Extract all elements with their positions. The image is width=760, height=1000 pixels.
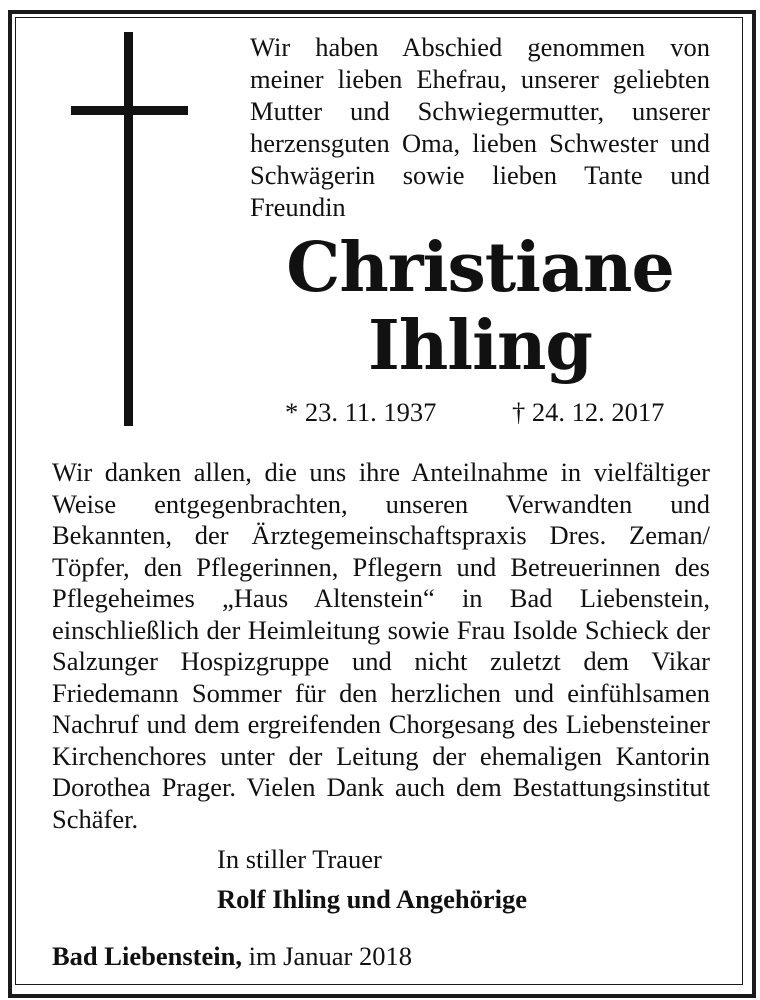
place-city: Bad Liebenstein, xyxy=(52,941,242,971)
place-date-line xyxy=(52,940,412,972)
deceased-last-name: Ihling xyxy=(368,306,592,386)
place-date: im Januar 2018 xyxy=(241,941,412,971)
death-date: † 24. 12. 2017 xyxy=(512,397,665,427)
intro-text: Wir haben Abschied genommen von meiner lieben Ehefrau, unserer geliebten Mutter und Schwiegermutter, unserer herzensguten Oma, lieben Schwester und Schwägerin sowie lieben Tante und Freundin xyxy=(250,32,710,222)
birth-date: * 23. 11. 1937 xyxy=(285,397,437,427)
deceased-first-name: Christiane xyxy=(286,228,674,308)
cross-horizontal-bar xyxy=(71,106,188,115)
mourning-line: In stiller Trauer xyxy=(217,844,382,874)
thanks-text: Wir danken allen, die uns ihre Anteilnahme in vielfältiger Weise entgegenbrachten, unseren Verwandten und Bekannten, der Ärztegemeinschaftspraxis Dres. Zeman/ Töpfer, den Pflegerinnen, Pflegern und Betreuerinnen des Pflegeheimes „Haus Altenstein“ in Bad Liebenstein, einschließlich der Heimleitung sowie Frau Isolde Schieck der Salzunger Hospizgruppe und nicht zuletzt dem Vikar Friedemann Sommer für den herzlichen und einfühlsamen Nachruf und dem ergreifenden Chorgesang des Liebensteiner Kirchenchores unter der Leitung der ehemaligen Kantorin Dorothea Prager. Vielen Dank auch dem Bestattungsinstitut Schäfer. xyxy=(52,457,710,834)
cross-vertical-bar xyxy=(124,32,133,426)
family-signature: Rolf Ihling und Angehörige xyxy=(217,884,527,914)
